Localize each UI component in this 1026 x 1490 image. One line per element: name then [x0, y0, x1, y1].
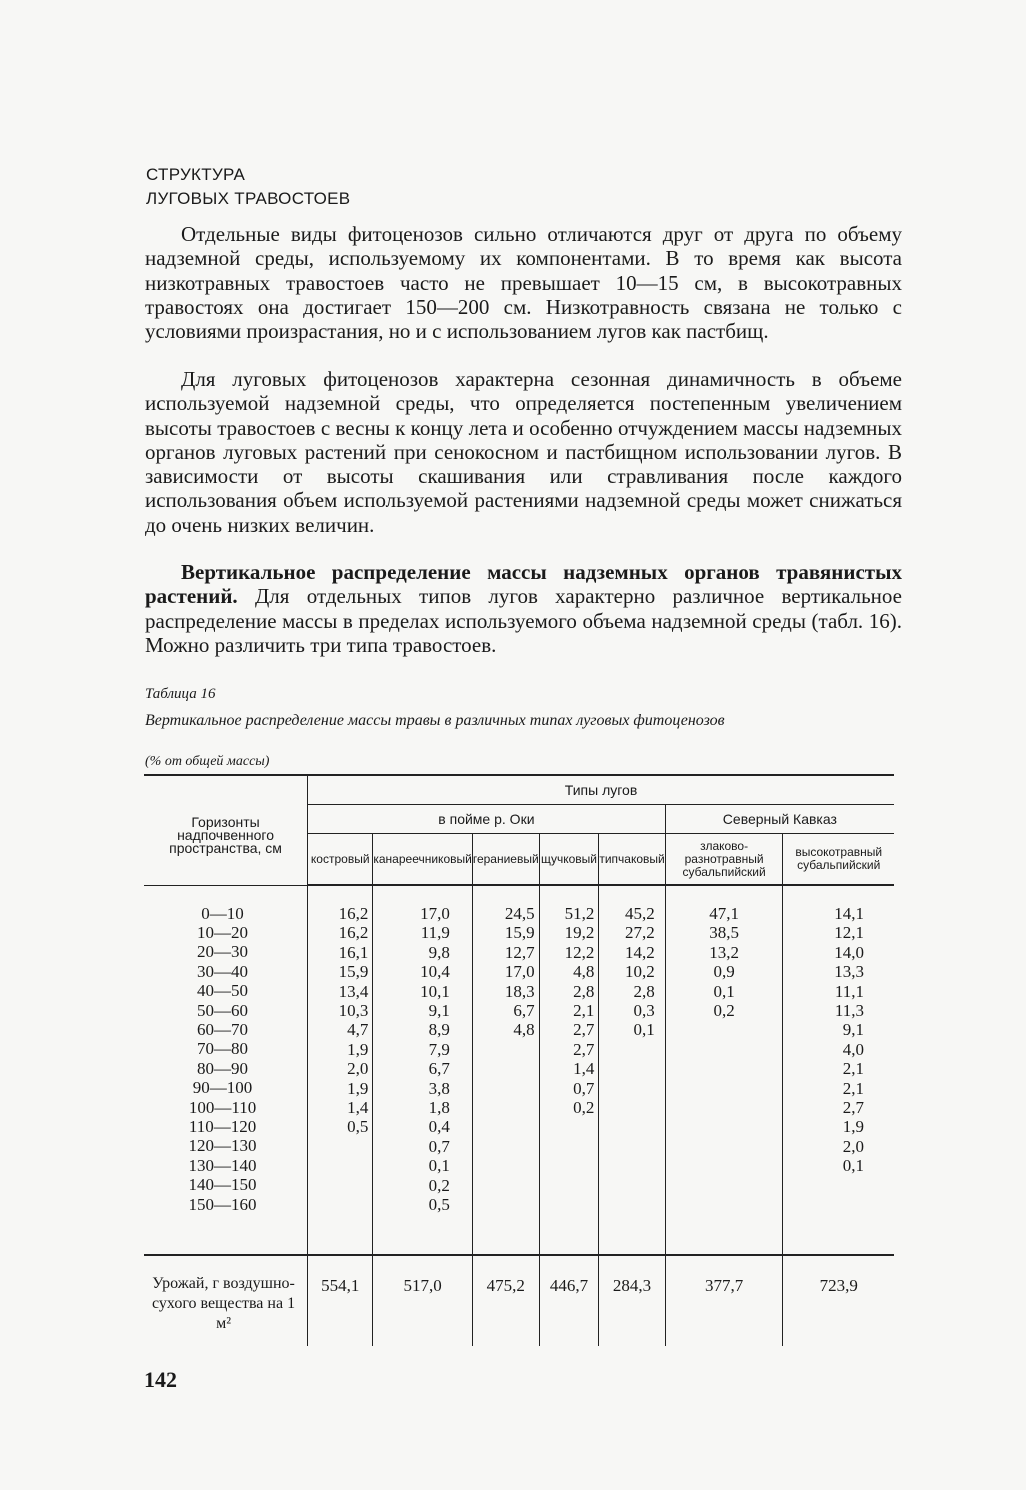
yield-col-5: 284,3	[599, 1255, 665, 1346]
header-col-2: канареечниковый	[373, 834, 472, 886]
page-number: 142	[144, 1367, 177, 1392]
paragraph-3-body: Для отдельных типов лугов характерно различное вертикальное распределение массы в пределах используемого объема надземной среды (табл. 16). Можно различить три типа травостоев.	[145, 584, 902, 657]
paragraph-2	[145, 367, 902, 537]
section-title-line-2: ЛУГОВЫХ ТРАВОСТОЕВ	[146, 189, 351, 208]
header-col-6: злаково-разнотравный субальпийский	[665, 834, 783, 886]
paragraph-3-text	[145, 560, 902, 657]
header-horizons: Горизонты надпочвенного пространства, см	[144, 775, 308, 885]
section-title	[146, 163, 446, 211]
yield-label: Урожай, г воздушно-сухого вещества на 1 м²	[152, 1275, 296, 1332]
paragraph-3	[145, 560, 902, 657]
table-caption: Вертикальное распределение массы травы в различных типах луговых фитоценозов	[145, 712, 725, 729]
yield-col-3: 475,2	[472, 1255, 539, 1346]
values-col-4: 51,2 19,2 12,2 4,8 2,8 2,1 2,7 2,7 1,4 0,7 0,2	[539, 885, 599, 1255]
values-col-3: 24,5 15,9 12,7 17,0 18,3 6,7 4,8	[472, 885, 539, 1255]
header-col-3: гераниевый	[472, 834, 539, 886]
values-col-1: 16,2 16,2 16,1 15,9 13,4 10,3 4,7 1,9 2,0 1,9 1,4 0,5	[308, 885, 373, 1255]
horizon-labels: 0—10 10—20 20—30 30—40 40—50 50—60 60—70 70—80 80—90 90—100 100—110 110—120 120—130 130—140 140—150 150—160	[144, 885, 308, 1255]
paragraph-3-heading: Вертикальное распределение массы надземных органов травянистых растений.	[145, 560, 902, 609]
header-oka-floodplain: в пойме р. Оки	[308, 805, 666, 834]
yield-col-2: 517,0	[373, 1255, 472, 1346]
table-label: Таблица 16	[145, 686, 216, 702]
header-col-4: щучковый	[539, 834, 599, 886]
yield-col-6: 377,7	[665, 1255, 783, 1346]
values-col-6: 47,1 38,5 13,2 0,9 0,1 0,2	[665, 885, 783, 1255]
header-north-caucasus: Северный Кавказ	[665, 805, 894, 834]
paragraph-1	[145, 222, 902, 343]
header-col-7: высокотравный субальпийский	[783, 834, 894, 886]
yield-col-7: 723,9	[783, 1255, 894, 1346]
paragraph-1-text: Отдельные виды фитоценозов сильно отличаются друг от друга по объему надземной среды, используемому их компонентами. В то время как высота низкотравных травостоев часто не превышает 10—15 см, в высокотравных травостоях она достигает 150—200 см. Низкотравность связана не только с условиями произрастания, но и с использованием лугов как пастбищ.	[145, 222, 902, 344]
header-meadow-types: Типы лугов	[308, 775, 894, 805]
yield-row	[144, 1255, 894, 1346]
header-col-1: костровый	[308, 834, 373, 886]
data-table	[144, 774, 894, 1346]
header-col-5: типчаковый	[599, 834, 665, 886]
yield-col-1: 554,1	[308, 1255, 373, 1346]
yield-col-4: 446,7	[539, 1255, 599, 1346]
values-col-5: 45,2 27,2 14,2 10,2 2,8 0,3 0,1	[599, 885, 665, 1255]
values-col-7: 14,1 12,1 14,0 13,3 11,1 11,3 9,1 4,0 2,1 2,1 2,7 1,9 2,0 0,1	[783, 885, 894, 1255]
values-col-2: 17,0 11,9 9,8 10,4 10,1 9,1 8,9 7,9 6,7 3,8 1,8 0,4 0,7 0,1 0,2 0,5	[373, 885, 472, 1255]
section-title-line-1: СТРУКТУРА	[146, 165, 246, 184]
paragraph-2-text: Для луговых фитоценозов характерна сезонная динамичность в объеме используемой надземной среды, что определяется постепенным увеличением высоты травостоев с весны к концу лета и особенно отчуждением массы надземных органов луговых растений при сенокосном и пастбищном использовании лугов. В зависимости от высоты скашивания или стравливания после каждого использования объем используемой растениями надземной среды может снижаться до очень низких величин.	[145, 367, 902, 537]
table-unit: (% от общей массы)	[145, 754, 270, 769]
